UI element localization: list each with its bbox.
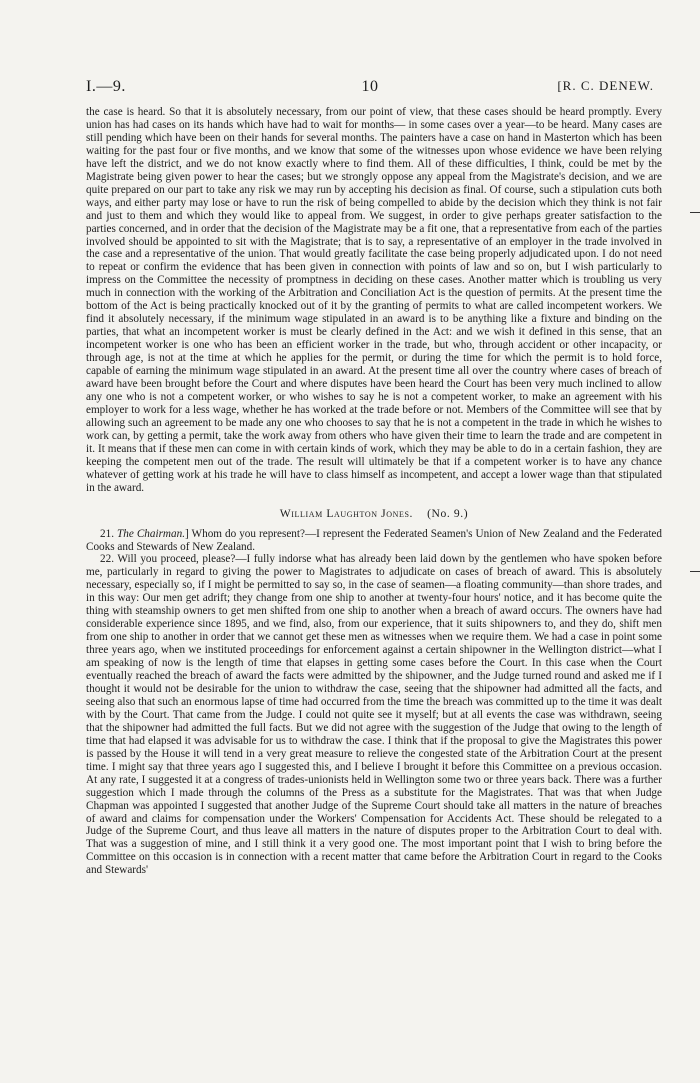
page-number: 10 <box>361 78 379 95</box>
question-21-text: ] Whom do you represent?—I represent the Federated Seamen's Union of New Zealand and the Federated Cooks and Stewards of New Zealand. <box>86 527 662 553</box>
margin-mark <box>690 571 700 572</box>
page-header <box>86 78 654 98</box>
question-22: 22. Will you proceed, please?—I fully indorse what has already been laid down by the gentlemen who have spoken before me, particularly in regard to giving the power to Magistrates to adjudicate on cases of breach of award. This is absolutely necessary, especially so, if I might be permitted to say so, in the case of seamen—a floating community—than shore trades, and in this way: Our men get adrift; they change from one ship to another at twenty-four hours' notice, and it has become quite the thing with steamship owners to get men shifted from one ship to another when a breach of award occurs. The owners have had considerable experience since 1895, and we find, also, from our experience, that it suits shipowners to, and they do, shift men from one ship to another in order that we cannot get these men as witnesses when we require them. We had a case in point some three years ago, when we instituted proceedings for enforcement against a certain shipowner in the Wellington district—what I am speaking of now is the length of time that elapses in getting some cases before the Court. In this case when the Court eventually reached the breach of award the facts were admitted by the shipowner, and the Judge turned round and asked me if I thought it would not be desirable for the union to withdraw the case, seeing that the shipowner had admitted all the facts, and seeing also that such an enormous lapse of time had occurred from the time the breach was committed up to the time it was dealt with by the Court. That came from the Judge. I could not quite see it myself; but at all events the case was withdrawn, seeing that the shipowner had admitted the full facts. But we did not agree with the suggestion of the Judge that owing to the length of time that had elapsed it was advisable for us to withdraw the case. I think that if the proposal to give the Magistrates this power is passed by the House it will tend in a very great measure to relieve the congested state of the Arbitration Court at the present time. I might say that three years ago I suggested this, and I believe I brought it before this Committee on a previous occasion. At any rate, I suggested it at a congress of trades-unionists held in Wellington some two or three years back. There was a further suggestion which I made through the columns of the Press as a substitute for the Magistrates. That was that when Judge Chapman was appointed I suggested that another Judge of the Supreme Court should take all matters in the nature of breaches of award and claims for compensation under the Workers' Compensation for Accidents Act. These should be relegated to a Judge of the Supreme Court, and thus leave all matters in the nature of disputes proper to the Arbitration Court to deal with. That was a suggestion of mine, and I still think it a very good one. The most important point that I wish to bring before the Committee on this occasion is in connection with a recent matter that came before the Arbitration Court in regard to the Cooks and Stewards' <box>86 553 662 877</box>
report-reference: I.—9. <box>86 78 126 95</box>
question-number: 21. <box>100 527 114 540</box>
witness-running-head: [R. C. DENEW. <box>557 78 654 93</box>
margin-mark <box>690 212 700 213</box>
witness-name: William Laughton Jones. <box>279 506 414 520</box>
speaker-chairman: The Chairman. <box>117 527 185 540</box>
page-body <box>86 106 662 877</box>
paragraph-denew-continuation: the case is heard. So that it is absolutely necessary, from our point of view, that these cases should be heard promptly. Every union has had cases on its hands which have had to wait for months— in some cases over a year—to be heard. Many cases are still pending which have been on their hands for several months. The painters have a case on hand in Masterton which has been waiting for the past four or five months, and we know that some of the witnesses upon whose evidence we have been relying have left the district, and we do not know exactly where to find them. All of these difficulties, I think, could be met by the Magistrate being given power to hear the cases; but we strongly oppose any appeal from the Magistrate's decision, and we are quite prepared on our part to take any risk we may run by accepting his decision as final. Of course, such a stipulation cuts both ways, and either party may lose or have to run the risk of being compelled to abide by the decision which they think is not fair and just to them and which they would like to appeal from. We suggest, in order to give perhaps greater satisfaction to the parties concerned, and in order that the decision of the Magistrate may be a fit one, that a representative from each of the parties involved should be appointed to sit with the Magistrate; that is to say, a representative of an employer in the trade involved in the case and a representative of the union. That would greatly facilitate the case being properly adjudicated upon. I do not need to repeat or confirm the evidence that has been given in connection with points of law and so on, but I wish particularly to impress on the Committee the necessity of promptness in deciding on these cases. Another matter which is troubling us very much in connection with the working of the Arbitration and Conciliation Act is the question of permits. At the present time the bottom of the Act is being practically knocked out of it by the granting of permits to what are called incompetent workers. We find it absolutely necessary, if the minimum wage stipulated in an award is to be anything like a fixture and binding on the parties, that what an incompetent worker is must be clearly defined in the Act: and we wish it defined in this sense, that an incompetent worker is one who has been an efficient worker in the trade, but who, through accident or other incapacity, or through age, is not at the time at which he applies for the permit, or during the time for which the permit is to hold force, capable of earning the minimum wage stipulated in an award. At the present time all over the country where cases of breach of award have been brought before the Court and where disputes have been heard the Court has been very much inclined to allow any one who is not a competent worker, or who wishes to say he is not a competent worker, to make an agreement with his employer to work for a less wage, whether he has worked at the trade before or not. Members of the Committee will see that by allowing such an agreement to be made any one who chooses to say that he is not a competent in the trade in which he wishes to work can, by getting a permit, take the work away from others who have given their time to learn the trade and are competent in it. It means that if these men can come in with certain kinds of work, which they may be able to do in a certain fashion, they are keeping the competent men out of the trade. The result will ultimately be that if a competent worker is to have any chance whatever of getting work at his trade he will have to class himself as incompetent, and accept a lower wage than that stipulated in the award. <box>86 106 662 494</box>
witness-number: (No. 9.) <box>427 506 469 520</box>
question-21 <box>86 528 662 554</box>
witness-heading <box>86 508 662 521</box>
